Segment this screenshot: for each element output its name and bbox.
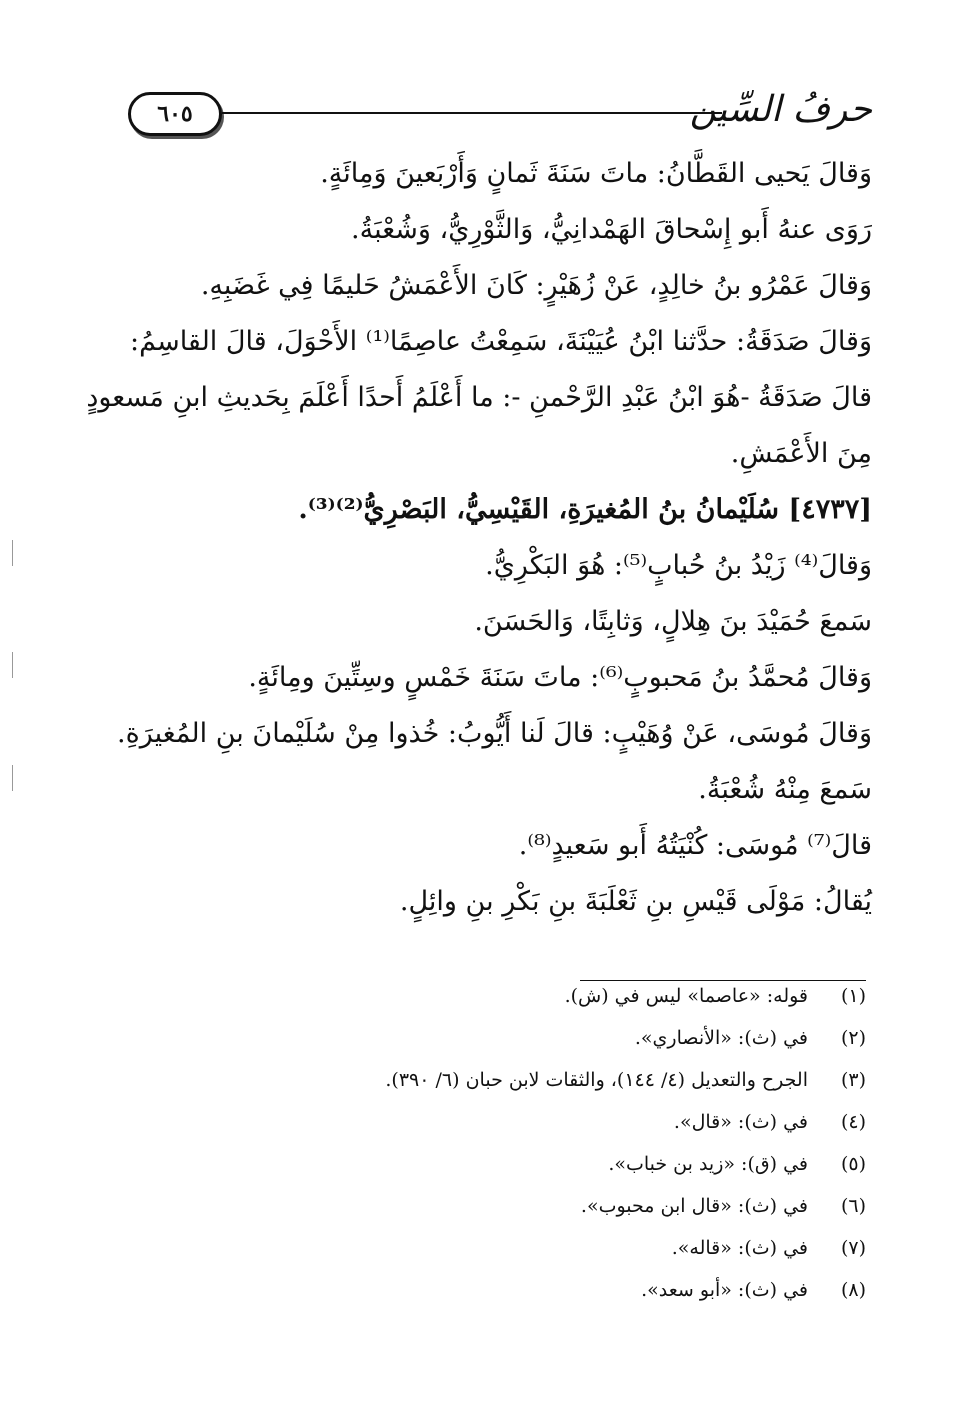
header-rule xyxy=(222,112,722,114)
footnote xyxy=(635,1024,866,1052)
text-line: وَقالَ مُحمَّدُ بنُ مَحبوبٍ⁽⁶⁾: ماتَ سَنَةَ خَمْسٍ وسِتِّينَ ومِائَةٍ. xyxy=(248,662,872,693)
footnote xyxy=(581,1192,866,1220)
text-line: وَقالَ مُوسَى، عَنْ وُهَيْبٍ: قالَ لَنا أَيُّوبُ: خُذوا مِنْ سُلَيْمانَ بنِ المُغيرَةِ. xyxy=(117,718,872,749)
footnote-text: قوله: «عاصما» ليس في (ش). xyxy=(564,985,808,1007)
footnote-text: في (ث): «الأنصاري». xyxy=(634,1027,808,1049)
page-header xyxy=(118,88,872,138)
footnote-number: (٨) xyxy=(840,1279,866,1301)
footnote-number: (٢) xyxy=(840,1027,866,1049)
footnote xyxy=(565,982,866,1010)
footnote-text: في (ث): «قال». xyxy=(673,1111,808,1133)
margin-mark xyxy=(12,652,13,678)
chapter-title: حرفُ السِّين xyxy=(689,89,872,130)
text-line: وَقالَ⁽⁴⁾ زَيْدُ بنُ حُبابٍ⁽⁵⁾: هُوَ البَكْرِيُّ. xyxy=(485,550,872,581)
text-line: وَقالَ عَمْرُو بنُ خالِدٍ، عَنْ زُهَيْرٍ: كَانَ الأَعْمَشُ حَليمًا فِي غَضَبِهِ. xyxy=(200,270,872,301)
footnote-number: (٦) xyxy=(840,1195,866,1217)
footnote-text: في (ث): «قاله». xyxy=(671,1237,808,1259)
text-line: يُقالُ: مَوْلَى قَيْسِ بنِ ثَعْلَبَةَ بنِ بَكْرِ بنِ وائِلٍ. xyxy=(399,886,872,917)
footnote xyxy=(608,1150,866,1178)
footnote xyxy=(641,1276,866,1304)
text-line: وَقالَ يَحيى القَطَّانُ: ماتَ سَنَةَ ثَمانٍ وَأَرْبَعينَ وَمِائَةٍ. xyxy=(320,158,872,189)
margin-mark xyxy=(12,540,13,566)
footnote-separator xyxy=(580,980,866,981)
text-line: سَمعَ حُمَيْدَ بنَ هِلالٍ، وَثابِتًا، وَالحَسَنَ. xyxy=(474,606,872,637)
footnote-number: (٧) xyxy=(840,1237,866,1259)
margin-mark xyxy=(12,765,13,791)
footnote-number: (١) xyxy=(840,985,866,1007)
text-line: قالَ⁽⁷⁾ مُوسَى: كُنْيَتُهُ أَبو سَعيدٍ⁽⁸⁾. xyxy=(518,830,872,861)
footnote-number: (٤) xyxy=(840,1111,866,1133)
text-line: قالَ صَدَقَةُ -هُوَ ابْنُ عَبْدِ الرَّحْمنِ -: ما أَعْلَمُ أَحدًا أَعْلَمَ بِحَديثِ ابنِ مَسعودٍ xyxy=(86,382,872,413)
footnote-number: (٣) xyxy=(840,1069,866,1091)
text-line: مِنَ الأَعْمَشِ. xyxy=(730,438,872,469)
footnote-text: الجرح والتعديل (٤/ ١٤٤)، والثقات لابن حبان (٦/ ٣٩٠). xyxy=(385,1069,808,1091)
footnote-text: في (ث): «قال ابن محبوب». xyxy=(580,1195,808,1217)
footnote-number: (٥) xyxy=(840,1153,866,1175)
text-line: رَوَى عنهُ أَبو إِسْحاقَ الهَمْدانِيُّ، وَالثَّوْرِيُّ، وَشُعْبَةُ. xyxy=(351,214,872,245)
page-number-badge: ٦٠٥ xyxy=(128,92,222,136)
footnote xyxy=(674,1108,866,1136)
text-line: سَمعَ مِنْهُ شُعْبَةُ. xyxy=(698,774,872,805)
footnote xyxy=(385,1066,866,1094)
footnote-text: في (ث): «أبو سعد». xyxy=(641,1279,808,1301)
footnote-text: في (ق): «زيد بن خباب». xyxy=(608,1153,808,1175)
entry-heading: [٤٧٣٧] سُلَيْمانُ بنُ المُغيرَةِ، القَيْسِيُّ، البَصْرِيُّ⁽²⁾⁽³⁾. xyxy=(298,494,872,525)
text-line: وَقالَ صَدَقَةُ: حدَّثنا ابْنُ عُيَيْنَةَ، سَمِعْتُ عاصِمًا⁽¹⁾ الأَحْوَلَ، قالَ القاسِمُ: xyxy=(130,326,872,357)
footnote xyxy=(672,1234,866,1262)
